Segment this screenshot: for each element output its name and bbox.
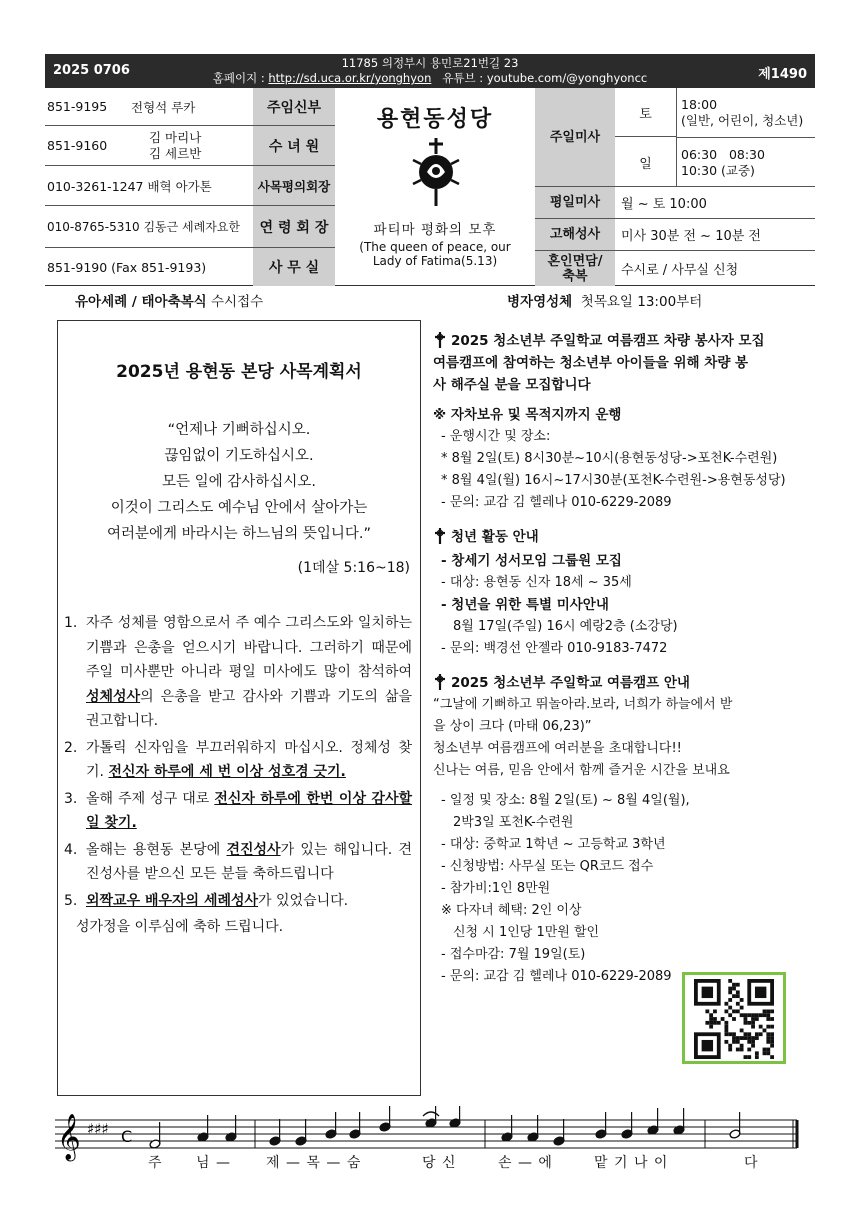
camp-detail: - 접수마감: 7월 19일(토) xyxy=(441,947,586,962)
saturday-time: 18:00 xyxy=(681,97,718,112)
sick-communion-label: 병자영성체 xyxy=(507,294,573,310)
camp-invitation: 신나는 여름, 믿음 안에서 함께 즐거운 시간을 보내요 xyxy=(433,763,730,778)
camp-detail: - 문의: 교감 김 헬레나 010-6229-2089 xyxy=(441,969,672,984)
confession-row xyxy=(535,219,815,251)
homepage-label: 홈페이지 : xyxy=(212,71,269,85)
plan-item-text: 올해 주제 성구 대로 xyxy=(86,790,215,807)
plan-item xyxy=(64,787,412,836)
plan-item xyxy=(64,889,412,914)
notices-column xyxy=(433,330,813,994)
plan-item-emphasis: 전신자 하루에 세 번 이상 성호경 긋기. xyxy=(108,764,346,780)
qr-code[interactable] xyxy=(682,972,786,1064)
sunday-mass-row xyxy=(535,88,815,187)
cross-icon xyxy=(433,332,447,348)
notice-subtitle: - 청년을 위한 특별 미사안내 xyxy=(441,597,609,613)
notice-detail: - 문의: 교감 김 헬레나 010-6229-2089 xyxy=(441,495,672,510)
camp-detail: 신청 시 1인당 1만원 할인 xyxy=(453,925,600,940)
contact-phone: 851-9160 xyxy=(47,138,108,153)
contact-text: 010-3261-1247 배혁 아가톤 xyxy=(47,178,212,194)
weekday-mass-value: 월 ~ 토 10:00 xyxy=(621,197,707,212)
lyric-syllable: 손 — 에 xyxy=(498,1155,553,1171)
lyric-syllable: 주 xyxy=(148,1155,163,1171)
plan-item-text: 올해는 용현동 본당에 xyxy=(86,841,227,858)
sunday-label: 일 xyxy=(615,137,677,187)
camp-detail: ※ 다자녀 혜택: 2인 이상 xyxy=(441,903,582,918)
contact-text: 010-8765-5310 김동근 세례자요한 xyxy=(47,220,241,234)
notice-summer-camp xyxy=(433,672,813,988)
pastoral-plan-box xyxy=(57,320,421,1096)
sharp-icon: ♯♯♯ xyxy=(87,1120,109,1138)
notice-title: 2025 청소년부 주일학교 여름캠프 안내 xyxy=(451,675,690,691)
sunday-time: 10:30 (교중) xyxy=(681,163,755,178)
church-identity xyxy=(335,88,535,286)
mass-schedule xyxy=(535,88,815,286)
lyric-syllable: 제 — 목 — 숨 xyxy=(266,1155,362,1171)
qr-code-icon xyxy=(691,979,777,1059)
contact-names xyxy=(149,126,201,165)
camp-detail: - 대상: 중학교 1학년 ~ 고등학교 3학년 xyxy=(441,837,666,852)
quote-line: 여러분에게 바라시는 하느님의 뜻입니다.” xyxy=(106,526,372,542)
plan-item-emphasis: 견진성사 xyxy=(226,841,281,858)
info-grid xyxy=(45,88,815,286)
notes-group xyxy=(149,1106,741,1149)
plan-item-continuation: 성가정을 이루심에 축하 드립니다. xyxy=(76,919,284,935)
notice-detail: 8월 17일(주일) 16시 예랑2층 (소강당) xyxy=(453,619,678,634)
hymn-lyrics xyxy=(0,1152,860,1176)
notice-detail: - 문의: 백경선 안젤라 010-9183-7472 xyxy=(441,641,668,656)
quote-reference: (1데살 5:16~18) xyxy=(297,560,410,576)
notice-title: 청년 활동 안내 xyxy=(451,529,539,545)
plan-item xyxy=(64,736,412,785)
sick-communion-info xyxy=(507,290,702,310)
sunday-time: 06:30 08:30 xyxy=(681,147,765,162)
contact-name: 김 세르반 xyxy=(149,145,202,161)
header-bar xyxy=(45,54,815,88)
patron-english-line: Lady of Fatima(5.13) xyxy=(372,254,498,268)
infant-baptism-label: 유아세례 / 태아축복식 xyxy=(75,294,207,310)
contact-role: 사 무 실 xyxy=(253,248,335,286)
confession-value: 미사 30분 전 ~ 10분 전 xyxy=(621,229,761,244)
plan-quote xyxy=(58,417,420,547)
time-signature-icon: C xyxy=(121,1127,133,1146)
camp-detail: - 일정 및 장소: 8월 2일(토) ~ 8월 4일(월), xyxy=(441,793,690,808)
church-emblem-icon xyxy=(409,134,463,210)
sunday-times xyxy=(681,140,765,186)
plan-item-emphasis: 외짝교우 배우자의 세례성사 xyxy=(86,892,259,909)
lyric-syllable: 다 xyxy=(744,1155,759,1171)
marriage-value: 수시로 / 사무실 신청 xyxy=(621,263,739,278)
camp-quote: “그날에 기뻐하고 뛰놀아라.보라, 너희가 하늘에서 받 xyxy=(433,697,733,712)
cross-icon xyxy=(433,674,447,690)
notice-detail: * 8월 2일(토) 8시30분~10시(용현동성당->포천K-수련원) xyxy=(441,451,778,466)
quote-line: 끊임없이 기도하십시오. xyxy=(164,448,314,464)
plan-item-number: 4. xyxy=(64,841,78,858)
treble-clef-icon: 𝄞 xyxy=(57,1114,81,1160)
marriage-label-line: 축복 xyxy=(562,268,588,284)
church-name: 용현동성당 xyxy=(376,107,494,132)
contact-name: 전형석 루카 xyxy=(131,99,196,115)
notice-note: ※ 자차보유 및 목적지까지 운행 xyxy=(433,407,622,423)
notice-title-row xyxy=(433,672,813,694)
plan-item xyxy=(64,838,412,887)
notice-detail: - 운행시간 및 장소: xyxy=(441,429,551,444)
saturday-audience: (일반, 어린이, 청소년) xyxy=(681,113,804,128)
plan-item-number: 3. xyxy=(64,790,78,807)
plan-item-text: 가 있었습니다. xyxy=(258,892,349,909)
plan-item-text: 의 은총을 받고 감사와 기쁨과 기도의 삶을 권고합니다. xyxy=(86,688,412,729)
contact-phone: 851-9195 xyxy=(47,99,108,114)
contact-row-council xyxy=(45,166,335,206)
notice-title-row xyxy=(433,526,813,548)
contact-role: 연 령 회 장 xyxy=(253,206,335,247)
confession-label: 고해성사 xyxy=(535,219,615,250)
sunday-mass-label: 주일미사 xyxy=(535,88,615,186)
notice-car-volunteer xyxy=(433,330,813,514)
contact-row-office xyxy=(45,248,335,286)
plan-item-text: 가톨릭 신자임을 부끄러워하지 마십시오. 정체성 찾기. xyxy=(86,739,412,780)
notice-title-row xyxy=(433,330,813,352)
camp-detail: - 참가비:1인 8만원 xyxy=(441,881,551,896)
sunday-mass-times xyxy=(615,88,815,187)
contact-role: 주임신부 xyxy=(253,88,335,125)
plan-title: 2025년 용현동 본당 사목계획서 xyxy=(116,362,362,382)
divider xyxy=(677,137,815,138)
notice-subtitle: - 창세기 성서모임 그룹원 모집 xyxy=(441,553,622,569)
church-address: 11785 의정부시 용민로21번길 23 xyxy=(341,56,519,70)
saturday-times xyxy=(681,90,803,136)
infant-baptism-value: 수시접수 xyxy=(206,294,264,310)
issue-number: 제1490 xyxy=(758,67,807,82)
plan-item-emphasis: 전신자 하루에 한번 이상 감사할 일 찾기. xyxy=(86,790,412,831)
plan-item-emphasis: 성체성사 xyxy=(86,688,141,705)
notice-title: 2025 청소년부 주일학교 여름캠프 차량 봉사자 모집 xyxy=(451,333,765,349)
plan-item-text: 자주 성체를 영함으로서 주 예수 그리스도와 일치하는 기쁨과 은총을 얻으시기 바랍니다. 그러하기 때문에 주일 미사뿐만 아니라 평일 미사에도 많이 참석하여 xyxy=(86,615,412,680)
camp-invitation: 청소년부 여름캠프에 여러분을 초대합니다!! xyxy=(433,741,682,756)
saturday-label: 토 xyxy=(615,88,677,137)
notice-description: 사 해주실 분을 모집합니다 xyxy=(433,377,591,393)
notice-detail: - 대상: 용현동 신자 18세 ~ 35세 xyxy=(441,575,632,590)
lyric-syllable: 당 신 xyxy=(422,1155,457,1171)
plan-item-number: 1. xyxy=(64,615,78,631)
plan-item-number: 5. xyxy=(64,892,78,909)
contact-row-funeral xyxy=(45,206,335,248)
contact-row-pastor xyxy=(45,88,335,126)
camp-quote: 을 상이 크다 (마태 06,23)” xyxy=(433,719,592,734)
quote-line: 모든 일에 감사하십시오. xyxy=(162,474,316,490)
notice-description: 여름캠프에 참여하는 청소년부 아이들을 위해 차량 봉 xyxy=(433,355,749,371)
youtube-info: 유튜브 : youtube.com/@yonghyoncc xyxy=(442,71,648,85)
header-address-block xyxy=(45,56,815,86)
marriage-label-line: 혼인면담/ xyxy=(547,253,603,269)
quote-line: “언제나 기뻐하십시오. xyxy=(167,422,311,438)
infant-baptism-info xyxy=(75,290,263,310)
plan-item xyxy=(64,611,412,734)
contact-row-convent xyxy=(45,126,335,166)
camp-detail: - 신청방법: 사무실 또는 QR코드 접수 xyxy=(441,859,654,874)
notice-detail: * 8월 4일(월) 16시~17시30분(포천K-수련원->용현동성당) xyxy=(441,473,786,488)
homepage-link[interactable]: http://sd.uca.or.kr/yonghyon xyxy=(268,71,432,85)
weekday-mass-label: 평일미사 xyxy=(535,187,615,218)
lyric-syllable: 맡 기 나 이 xyxy=(594,1155,669,1171)
contact-role: 사목평의회장 xyxy=(253,166,335,205)
bulletin-date: 2025 0706 xyxy=(53,63,130,78)
plan-item-number: 2. xyxy=(64,739,78,756)
marriage-row xyxy=(535,251,815,286)
plan-list xyxy=(64,611,412,940)
patron-english xyxy=(335,240,535,268)
lyric-syllable: 님 — xyxy=(196,1155,231,1171)
camp-detail: 2박3일 포천K-수련원 xyxy=(453,815,574,830)
quote-line: 이것이 그리스도 예수님 안에서 살아가는 xyxy=(110,500,368,516)
plan-item-text: 가 있는 해입니다. 견진성사를 받으신 모든 분들 축하드립니다 xyxy=(86,841,412,882)
marriage-label xyxy=(535,251,615,286)
weekday-mass-row xyxy=(535,187,815,219)
notice-youth xyxy=(433,526,813,660)
cross-icon xyxy=(433,528,447,544)
sacrament-subline xyxy=(45,288,815,310)
patron-name: 파티마 평화의 모후 xyxy=(373,222,497,238)
sick-communion-value: 첫목요일 13:00부터 xyxy=(572,294,703,310)
patron-english-line: (The queen of peace, our xyxy=(359,240,511,254)
contact-role: 수 녀 원 xyxy=(253,126,335,165)
contact-text: 851-9190 (Fax 851-9193) xyxy=(47,259,207,275)
contact-name: 김 마리나 xyxy=(149,129,202,145)
